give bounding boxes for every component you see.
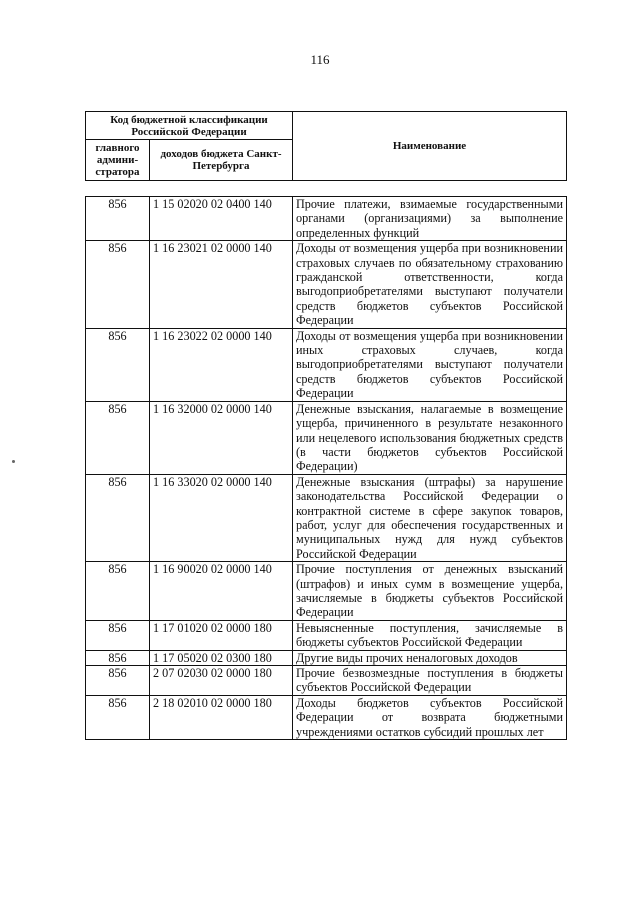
admin-code-cell: 856	[86, 241, 150, 328]
admin-code-cell: 856	[86, 197, 150, 241]
name-cell: Прочие платежи, взимаемые государственными органами (организациями) за выполнение определенных функций	[293, 197, 567, 241]
table-row	[86, 401, 567, 474]
admin-code-cell: 856	[86, 695, 150, 739]
income-code-cell: 1 15 02020 02 0400 140	[150, 197, 293, 241]
table-row	[86, 650, 567, 665]
name-cell: Другие виды прочих неналоговых доходов	[293, 650, 567, 665]
admin-code-header: главного админи-стратора	[86, 140, 150, 181]
scan-speck	[12, 460, 15, 463]
admin-code-cell: 856	[86, 401, 150, 474]
table-row	[86, 328, 567, 401]
income-code-cell: 1 16 90020 02 0000 140	[150, 562, 293, 621]
table-row	[86, 241, 567, 328]
income-codes-table	[85, 196, 567, 740]
table-row	[86, 695, 567, 739]
table-header	[85, 111, 567, 181]
name-cell: Доходы бюджетов субъектов Российской Федерации от возврата бюджетными учреждениями остатков субсидий прошлых лет	[293, 695, 567, 739]
admin-code-cell: 856	[86, 650, 150, 665]
table-row	[86, 562, 567, 621]
name-cell: Денежные взыскания (штрафы) за нарушение законодательства Российской Федерации о контрактной системе в сфере закупок товаров, работ, услуг для обеспечения государственных и муниципальных нужд для нужд субъектов Российской Федерации	[293, 474, 567, 561]
table-row	[86, 620, 567, 650]
income-code-cell: 1 17 01020 02 0000 180	[150, 620, 293, 650]
admin-code-cell: 856	[86, 620, 150, 650]
name-cell: Прочие безвозмездные поступления в бюджеты субъектов Российской Федерации	[293, 666, 567, 696]
admin-code-cell: 856	[86, 562, 150, 621]
name-cell: Прочие поступления от денежных взысканий (штрафов) и иных сумм в возмещение ущерба, зачисляемые в бюджеты субъектов Российской Федерации	[293, 562, 567, 621]
table-row	[86, 197, 567, 241]
income-code-cell: 1 16 23022 02 0000 140	[150, 328, 293, 401]
income-code-cell: 2 07 02030 02 0000 180	[150, 666, 293, 696]
admin-code-cell: 856	[86, 328, 150, 401]
name-cell: Невыясненные поступления, зачисляемые в бюджеты субъектов Российской Федерации	[293, 620, 567, 650]
table-row	[86, 474, 567, 561]
classification-code-header: Код бюджетной классификации Российской Федерации	[86, 112, 293, 140]
name-header: Наименование	[293, 112, 567, 181]
income-code-cell: 2 18 02010 02 0000 180	[150, 695, 293, 739]
page-number: 116	[310, 52, 330, 67]
name-cell: Доходы от возмещения ущерба при возникновении иных страховых случаев, когда выгодоприобретателями выступают получатели средств бюджетов субъектов Российской Федерации	[293, 328, 567, 401]
income-code-cell: 1 16 32000 02 0000 140	[150, 401, 293, 474]
income-code-cell: 1 16 23021 02 0000 140	[150, 241, 293, 328]
income-code-cell: 1 17 05020 02 0300 180	[150, 650, 293, 665]
table-row	[86, 666, 567, 696]
income-code-cell: 1 16 33020 02 0000 140	[150, 474, 293, 561]
name-cell: Доходы от возмещения ущерба при возникновении страховых случаев по обязательному страхованию гражданской ответственности, когда выгодоприобретателями выступают получатели средств бюджетов субъектов Российской Федерации	[293, 241, 567, 328]
admin-code-cell: 856	[86, 666, 150, 696]
income-code-header: доходов бюджета Санкт-Петербурга	[150, 140, 293, 181]
admin-code-cell: 856	[86, 474, 150, 561]
name-cell: Денежные взыскания, налагаемые в возмещение ущерба, причиненного в результате незаконного или нецелевого использования бюджетных средств (в части бюджетов субъектов Российской Федерации)	[293, 401, 567, 474]
